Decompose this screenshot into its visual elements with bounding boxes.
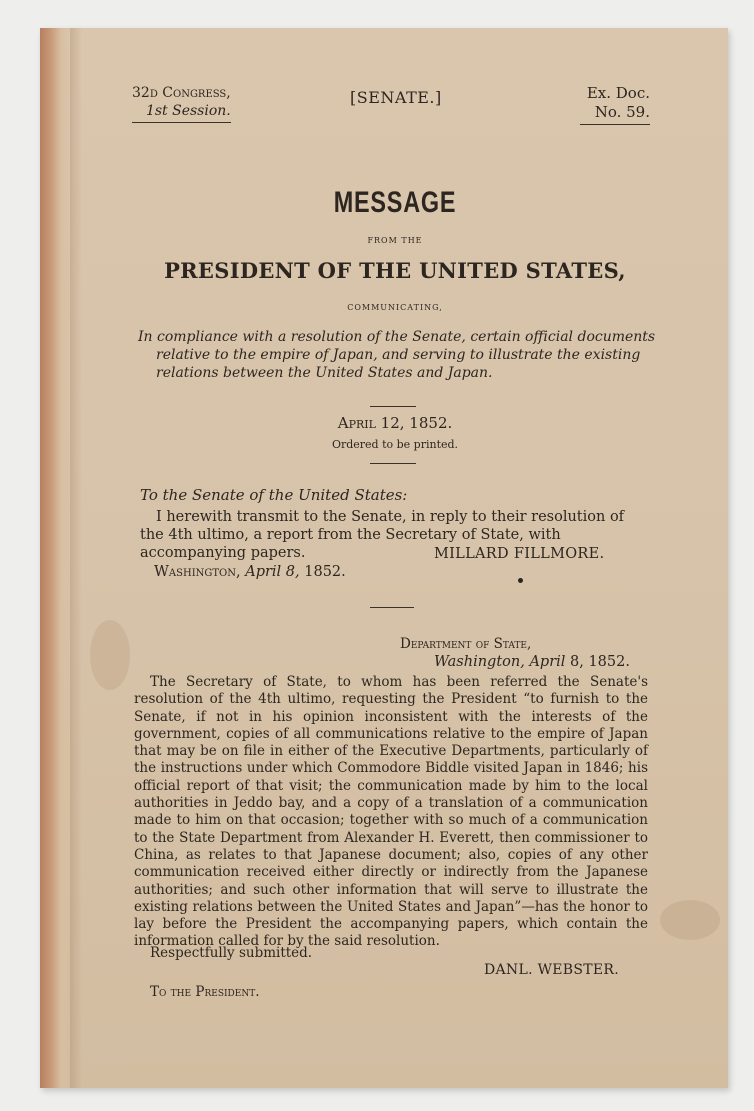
ex-doc-line: Ex. Doc. <box>586 84 650 102</box>
ink-spot <box>518 578 523 583</box>
closing: Respectfully submitted. <box>150 945 313 961</box>
department-heading: Department of State, <box>400 636 532 652</box>
title-message: MESSAGE <box>333 186 457 219</box>
print-date: April 12, 1852. <box>337 414 453 432</box>
page-spine-edge <box>40 28 70 1088</box>
letter-place: Washington, <box>154 564 241 580</box>
subject-paragraph <box>138 328 658 382</box>
spine-shadow <box>70 28 82 1088</box>
letter-dateline <box>154 564 346 580</box>
doc-number-line: No. 59. <box>580 103 650 125</box>
congress-line: 32d Congress, <box>132 85 231 101</box>
communicating-label: COMMUNICATING, <box>347 303 443 312</box>
divider-rule <box>370 406 416 407</box>
letter-date: April 8, <box>245 564 300 580</box>
paper-stain <box>90 620 130 690</box>
ordered-printed: Ordered to be printed. <box>331 438 459 451</box>
transmit-paragraph: I herewith transmit to the Senate, in reply to their resolution of the 4th ultimo, a report from the Secretary of State, with accompanying papers. <box>140 509 625 561</box>
webster-signature: DANL. WEBSTER. <box>484 962 620 978</box>
divider-rule <box>370 607 414 608</box>
report-body <box>134 674 648 951</box>
from-the-label: FROM THE <box>367 236 423 245</box>
senate-label: [SENATE.] <box>350 88 442 107</box>
session-line: 1st Session. <box>132 102 231 123</box>
report-place: Washington, April <box>434 654 566 670</box>
president-heading: PRESIDENT OF THE UNITED STATES, <box>164 258 626 283</box>
congress-session <box>132 84 231 123</box>
addressee: To the President. <box>150 984 260 1000</box>
letter-year: 1852. <box>304 564 346 580</box>
salutation: To the Senate of the United States: <box>140 486 408 504</box>
fillmore-signature: MILLARD FILLMORE. <box>434 546 605 562</box>
divider-rule <box>370 463 416 464</box>
ex-doc-number <box>580 84 650 125</box>
report-date: 8, 1852. <box>570 654 630 670</box>
report-dateline <box>434 654 630 670</box>
subject-line: relative to the empire of Japan, and serving to illustrate the existing <box>156 347 641 363</box>
report-paragraph: The Secretary of State, to whom has been referred the Senate's resolution of the 4th ultimo, requesting the President “to furnish to the Senate, if not in his opinion inconsistent with the interests of the government, copies of all communications relative to the empire of Japan that may be on file in either of the Executive Departments, particularly of the instructions under which Commodore Biddle visited Japan in 1846; his official report of that visit; the communication made by him to the local authorities in Jeddo bay, and a copy of a translation of a communication made to him on that occasion; together with so much of a communication to the State Department from Alexander H. Everett, then commissioner to China, as relates to that Japanese document; also, copies of any other communication received either directly or indirectly from the Japanese authorities; and such other information that will serve to illustrate the existing relations between the United States and Japan”—has the honor to lay before the President the accompanying papers, which contain the information called for by the said resolution. <box>134 674 648 950</box>
paper-stain <box>660 900 720 940</box>
subject-line: relations between the United States and Japan. <box>156 365 493 381</box>
subject-line: In compliance with a resolution of the Senate, certain official documents <box>138 329 656 345</box>
